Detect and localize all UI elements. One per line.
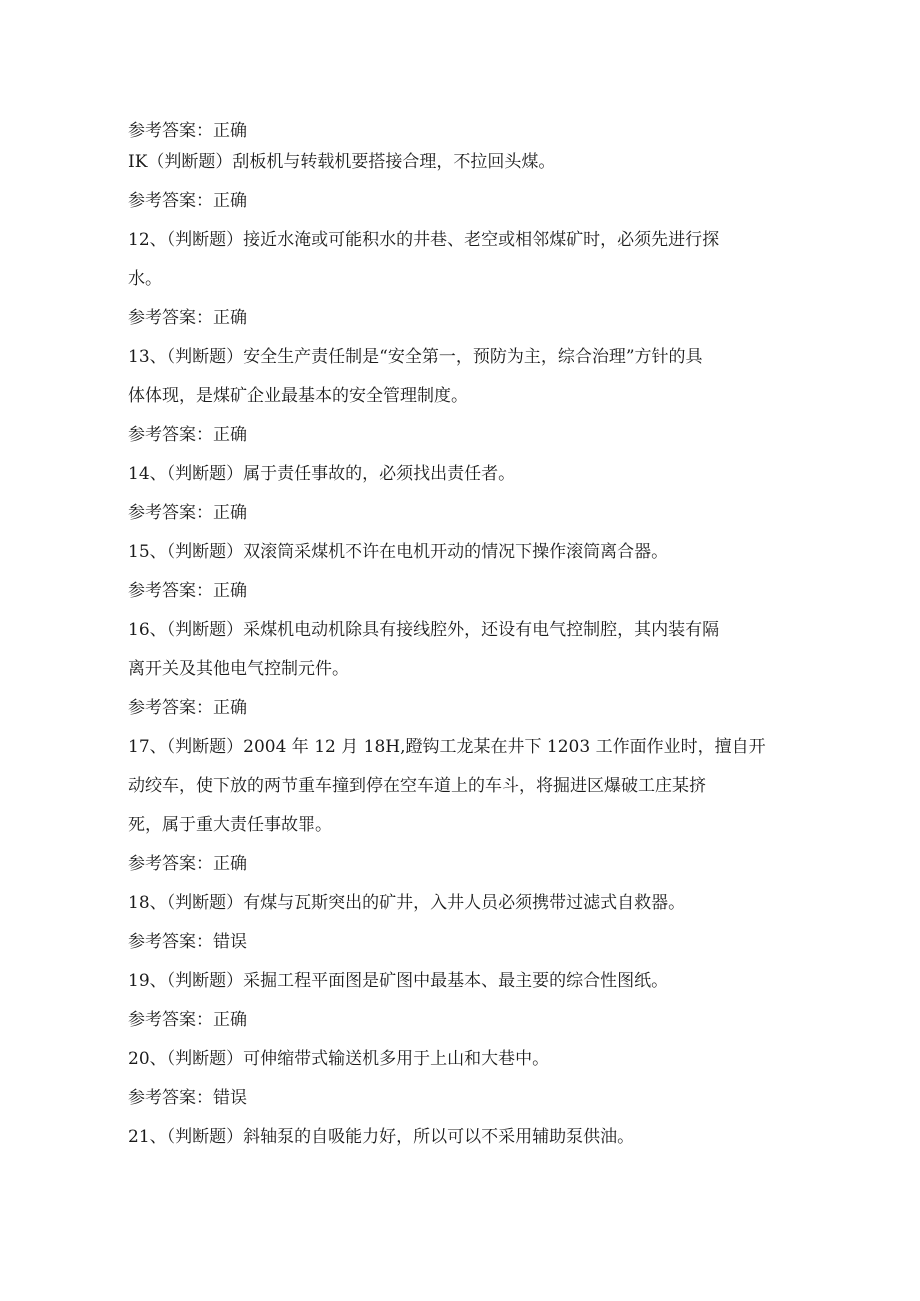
answer-prefix: 参考答案： [128, 932, 213, 952]
question-text-line: 死，属于重大责任事故罪。 [128, 815, 332, 835]
question-text-line: 19、（判断题）采掘工程平面图是矿图中最基本、最主要的综合性图纸。 [128, 971, 669, 991]
answer-line [128, 928, 788, 956]
answer-line [128, 577, 788, 605]
question-item [128, 148, 788, 176]
question-text-line: 21、（判断题）斜轴泵的自吸能力好，所以可以不采用辅助泵供油。 [128, 1127, 635, 1147]
question-item [128, 343, 788, 410]
question-text-line: 14、（判断题）属于责任事故的，必须找出责任者。 [128, 464, 516, 484]
question-item [128, 538, 788, 566]
answer-prefix: 参考答案： [128, 121, 213, 141]
answer-line [128, 1084, 788, 1112]
answer-prefix: 参考答案： [128, 854, 213, 874]
answer-line [128, 850, 788, 878]
question-item [128, 1045, 788, 1073]
question-item [128, 226, 788, 293]
answer-value: 正确 [213, 1010, 247, 1030]
answer-prefix: 参考答案： [128, 191, 213, 211]
answer-prefix: 参考答案： [128, 503, 213, 523]
answer-value: 正确 [213, 121, 247, 141]
answer-line [128, 421, 788, 449]
answer-value: 正确 [213, 503, 247, 523]
answer-value: 正确 [213, 425, 247, 445]
question-item [128, 1123, 788, 1151]
answer-value: 正确 [213, 854, 247, 874]
question-list [128, 148, 788, 1151]
answer-prefix: 参考答案： [128, 698, 213, 718]
answer-line [128, 117, 788, 145]
document-page [128, 117, 788, 1151]
answer-prefix: 参考答案： [128, 1010, 213, 1030]
answer-prefix: 参考答案： [128, 308, 213, 328]
question-text-line: 水。 [128, 269, 162, 289]
answer-value: 正确 [213, 698, 247, 718]
question-text-line: 12、（判断题）接近水淹或可能积水的井巷、老空或相邻煤矿时，必须先进行探 [128, 230, 720, 250]
answer-line [128, 1006, 788, 1034]
question-item [128, 967, 788, 995]
answer-value: 错误 [213, 1088, 247, 1108]
question-text-line: IK（判断题）刮板机与转载机要搭接合理，不拉回头煤。 [128, 152, 556, 172]
question-text-line: 18、（判断题）有煤与瓦斯突出的矿井，入井人员必须携带过滤式自救器。 [128, 893, 686, 913]
answer-line [128, 499, 788, 527]
answer-value: 错误 [213, 932, 247, 952]
question-text-line: 体体现，是煤矿企业最基本的安全管理制度。 [128, 386, 468, 406]
question-item [128, 733, 788, 839]
question-text-line: 动绞车，使下放的两节重车撞到停在空车道上的车斗，将掘进区爆破工庄某挤 [128, 776, 706, 796]
answer-prefix: 参考答案： [128, 581, 213, 601]
answer-prefix: 参考答案： [128, 1088, 213, 1108]
question-text-line: 20、（判断题）可伸缩带式输送机多用于上山和大巷中。 [128, 1049, 550, 1069]
question-item [128, 889, 788, 917]
question-item [128, 460, 788, 488]
question-text-line: 17、（判断题）2004 年 12 月 18H,蹬钩工龙某在井下 1203 工作面作业时，擅自开 [128, 737, 766, 757]
answer-value: 正确 [213, 581, 247, 601]
question-text-line: 15、（判断题）双滚筒采煤机不许在电机开动的情况下操作滚筒离合器。 [128, 542, 669, 562]
answer-prefix: 参考答案： [128, 425, 213, 445]
answer-value: 正确 [213, 308, 247, 328]
answer-line [128, 187, 788, 215]
question-text-line: 离开关及其他电气控制元件。 [128, 659, 349, 679]
question-text-line: 16、（判断题）采煤机电动机除具有接线腔外，还设有电气控制腔，其内装有隔 [128, 620, 720, 640]
answer-line [128, 694, 788, 722]
question-item [128, 616, 788, 683]
answer-value: 正确 [213, 191, 247, 211]
answer-line [128, 304, 788, 332]
question-text-line: 13、（判断题）安全生产责任制是“安全第一，预防为主，综合治理”方针的具 [128, 347, 703, 367]
